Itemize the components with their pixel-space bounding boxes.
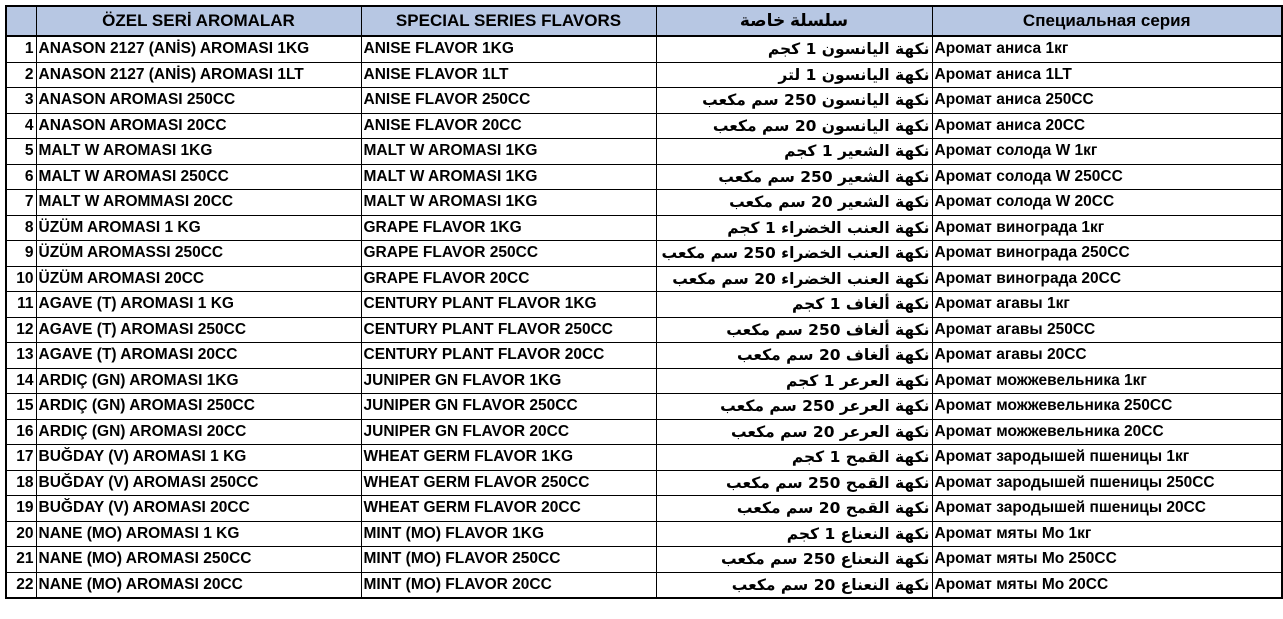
- english-name-cell: MALT W AROMASI 1KG: [361, 164, 656, 190]
- arabic-name-cell: نكهة القمح 20 سم مكعب: [656, 496, 932, 522]
- russian-name-cell: Аромат солода W 20CC: [932, 190, 1282, 216]
- arabic-name-cell: نكهة القمح 1 كجم: [656, 445, 932, 471]
- header-turkish: ÖZEL SERİ AROMALAR: [36, 6, 361, 36]
- turkish-name-cell: NANE (MO) AROMASI 20CC: [36, 572, 361, 598]
- table-row: [6, 572, 1282, 598]
- russian-name-cell: Аромат аниса 20CC: [932, 113, 1282, 139]
- russian-name-cell: Аромат зародышей пшеницы 250CC: [932, 470, 1282, 496]
- turkish-name-cell: ÜZÜM AROMASSI 250CC: [36, 241, 361, 267]
- russian-name-cell: Аромат можжевельника 1кг: [932, 368, 1282, 394]
- turkish-name-cell: AGAVE (T) AROMASI 250CC: [36, 317, 361, 343]
- turkish-name-cell: ARDIÇ (GN) AROMASI 250CC: [36, 394, 361, 420]
- table-row: [6, 62, 1282, 88]
- russian-name-cell: Аромат агавы 250CC: [932, 317, 1282, 343]
- english-name-cell: GRAPE FLAVOR 1KG: [361, 215, 656, 241]
- arabic-name-cell: نكهة اليانسون 1 لتر: [656, 62, 932, 88]
- english-name-cell: MALT W AROMASI 1KG: [361, 139, 656, 165]
- table-row: [6, 266, 1282, 292]
- table-row: [6, 241, 1282, 267]
- table-row: [6, 547, 1282, 573]
- turkish-name-cell: AGAVE (T) AROMASI 1 KG: [36, 292, 361, 318]
- row-number-cell: 20: [6, 521, 36, 547]
- english-name-cell: GRAPE FLAVOR 250CC: [361, 241, 656, 267]
- row-number-cell: 1: [6, 36, 36, 62]
- row-number-cell: 19: [6, 496, 36, 522]
- row-number-cell: 21: [6, 547, 36, 573]
- table-row: [6, 139, 1282, 165]
- turkish-name-cell: MALT W AROMASI 250CC: [36, 164, 361, 190]
- arabic-name-cell: نكهة ألغاف 20 سم مكعب: [656, 343, 932, 369]
- turkish-name-cell: NANE (MO) AROMASI 1 KG: [36, 521, 361, 547]
- russian-name-cell: Аромат мяты Mo 250CC: [932, 547, 1282, 573]
- arabic-name-cell: نكهة العرعر 250 سم مكعب: [656, 394, 932, 420]
- english-name-cell: MINT (MO) FLAVOR 1KG: [361, 521, 656, 547]
- arabic-name-cell: نكهة الشعير 250 سم مكعب: [656, 164, 932, 190]
- arabic-name-cell: نكهة العنب الخضراء 1 كجم: [656, 215, 932, 241]
- english-name-cell: CENTURY PLANT FLAVOR 250CC: [361, 317, 656, 343]
- english-name-cell: ANISE FLAVOR 20CC: [361, 113, 656, 139]
- header-number-cell: [6, 6, 36, 36]
- flavor-table: [5, 5, 1283, 599]
- table-row: [6, 394, 1282, 420]
- english-name-cell: CENTURY PLANT FLAVOR 20CC: [361, 343, 656, 369]
- row-number-cell: 11: [6, 292, 36, 318]
- arabic-name-cell: نكهة العرعر 1 كجم: [656, 368, 932, 394]
- turkish-name-cell: AGAVE (T) AROMASI 20CC: [36, 343, 361, 369]
- table-row: [6, 36, 1282, 62]
- turkish-name-cell: ANASON AROMASI 250CC: [36, 88, 361, 114]
- russian-name-cell: Аромат аниса 1кг: [932, 36, 1282, 62]
- arabic-name-cell: نكهة ألغاف 1 كجم: [656, 292, 932, 318]
- russian-name-cell: Аромат винограда 20CC: [932, 266, 1282, 292]
- english-name-cell: MINT (MO) FLAVOR 20CC: [361, 572, 656, 598]
- table-row: [6, 521, 1282, 547]
- row-number-cell: 13: [6, 343, 36, 369]
- table-row: [6, 190, 1282, 216]
- table-row: [6, 343, 1282, 369]
- russian-name-cell: Аромат можжевельника 20CC: [932, 419, 1282, 445]
- row-number-cell: 16: [6, 419, 36, 445]
- table-header: [6, 6, 1282, 36]
- english-name-cell: JUNIPER GN FLAVOR 1KG: [361, 368, 656, 394]
- table-row: [6, 215, 1282, 241]
- arabic-name-cell: نكهة النعناع 250 سم مكعب: [656, 547, 932, 573]
- table-row: [6, 419, 1282, 445]
- header-russian: Специальная серия: [932, 6, 1282, 36]
- table-body: [6, 36, 1282, 598]
- russian-name-cell: Аромат зародышей пшеницы 20CC: [932, 496, 1282, 522]
- russian-name-cell: Аромат агавы 1кг: [932, 292, 1282, 318]
- english-name-cell: WHEAT GERM FLAVOR 250CC: [361, 470, 656, 496]
- arabic-name-cell: نكهة العرعر 20 سم مكعب: [656, 419, 932, 445]
- turkish-name-cell: ARDIÇ (GN) AROMASI 20CC: [36, 419, 361, 445]
- table-row: [6, 292, 1282, 318]
- header-arabic: سلسلة خاصة: [656, 6, 932, 36]
- table-row: [6, 317, 1282, 343]
- table-row: [6, 368, 1282, 394]
- row-number-cell: 12: [6, 317, 36, 343]
- turkish-name-cell: ÜZÜM AROMASI 20CC: [36, 266, 361, 292]
- row-number-cell: 10: [6, 266, 36, 292]
- arabic-name-cell: نكهة الشعير 1 كجم: [656, 139, 932, 165]
- table-row: [6, 88, 1282, 114]
- russian-name-cell: Аромат солода W 250CC: [932, 164, 1282, 190]
- russian-name-cell: Аромат мяты Mo 20CC: [932, 572, 1282, 598]
- turkish-name-cell: ANASON AROMASI 20CC: [36, 113, 361, 139]
- row-number-cell: 15: [6, 394, 36, 420]
- russian-name-cell: Аромат мяты Mo 1кг: [932, 521, 1282, 547]
- turkish-name-cell: ANASON 2127 (ANİS) AROMASI 1KG: [36, 36, 361, 62]
- english-name-cell: GRAPE FLAVOR 20CC: [361, 266, 656, 292]
- russian-name-cell: Аромат винограда 1кг: [932, 215, 1282, 241]
- russian-name-cell: Аромат зародышей пшеницы 1кг: [932, 445, 1282, 471]
- english-name-cell: CENTURY PLANT FLAVOR 1KG: [361, 292, 656, 318]
- russian-name-cell: Аромат агавы 20CC: [932, 343, 1282, 369]
- row-number-cell: 22: [6, 572, 36, 598]
- turkish-name-cell: ÜZÜM AROMASI 1 KG: [36, 215, 361, 241]
- table-row: [6, 445, 1282, 471]
- turkish-name-cell: BUĞDAY (V) AROMASI 20CC: [36, 496, 361, 522]
- turkish-name-cell: ANASON 2127 (ANİS) AROMASI 1LT: [36, 62, 361, 88]
- row-number-cell: 14: [6, 368, 36, 394]
- russian-name-cell: Аромат винограда 250CC: [932, 241, 1282, 267]
- turkish-name-cell: BUĞDAY (V) AROMASI 1 KG: [36, 445, 361, 471]
- russian-name-cell: Аромат солода W 1кг: [932, 139, 1282, 165]
- header-english: SPECIAL SERIES FLAVORS: [361, 6, 656, 36]
- arabic-name-cell: نكهة اليانسون 1 كجم: [656, 36, 932, 62]
- english-name-cell: JUNIPER GN FLAVOR 250CC: [361, 394, 656, 420]
- row-number-cell: 8: [6, 215, 36, 241]
- row-number-cell: 5: [6, 139, 36, 165]
- english-name-cell: ANISE FLAVOR 250CC: [361, 88, 656, 114]
- english-name-cell: WHEAT GERM FLAVOR 1KG: [361, 445, 656, 471]
- english-name-cell: MINT (MO) FLAVOR 250CC: [361, 547, 656, 573]
- arabic-name-cell: نكهة النعناع 20 سم مكعب: [656, 572, 932, 598]
- row-number-cell: 6: [6, 164, 36, 190]
- arabic-name-cell: نكهة اليانسون 20 سم مكعب: [656, 113, 932, 139]
- row-number-cell: 3: [6, 88, 36, 114]
- arabic-name-cell: نكهة النعناع 1 كجم: [656, 521, 932, 547]
- arabic-name-cell: نكهة ألغاف 250 سم مكعب: [656, 317, 932, 343]
- english-name-cell: MALT W AROMASI 1KG: [361, 190, 656, 216]
- table-row: [6, 470, 1282, 496]
- row-number-cell: 9: [6, 241, 36, 267]
- arabic-name-cell: نكهة القمح 250 سم مكعب: [656, 470, 932, 496]
- russian-name-cell: Аромат можжевельника 250CC: [932, 394, 1282, 420]
- arabic-name-cell: نكهة العنب الخضراء 20 سم مكعب: [656, 266, 932, 292]
- arabic-name-cell: نكهة العنب الخضراء 250 سم مكعب: [656, 241, 932, 267]
- turkish-name-cell: BUĞDAY (V) AROMASI 250CC: [36, 470, 361, 496]
- english-name-cell: ANISE FLAVOR 1KG: [361, 36, 656, 62]
- english-name-cell: WHEAT GERM FLAVOR 20CC: [361, 496, 656, 522]
- row-number-cell: 4: [6, 113, 36, 139]
- table-row: [6, 496, 1282, 522]
- table-row: [6, 113, 1282, 139]
- header-row: [6, 6, 1282, 36]
- arabic-name-cell: نكهة الشعير 20 سم مكعب: [656, 190, 932, 216]
- russian-name-cell: Аромат аниса 250CC: [932, 88, 1282, 114]
- english-name-cell: ANISE FLAVOR 1LT: [361, 62, 656, 88]
- arabic-name-cell: نكهة اليانسون 250 سم مكعب: [656, 88, 932, 114]
- row-number-cell: 7: [6, 190, 36, 216]
- row-number-cell: 18: [6, 470, 36, 496]
- russian-name-cell: Аромат аниса 1LT: [932, 62, 1282, 88]
- turkish-name-cell: ARDIÇ (GN) AROMASI 1KG: [36, 368, 361, 394]
- turkish-name-cell: NANE (MO) AROMASI 250CC: [36, 547, 361, 573]
- turkish-name-cell: MALT W AROMASI 1KG: [36, 139, 361, 165]
- english-name-cell: JUNIPER GN FLAVOR 20CC: [361, 419, 656, 445]
- row-number-cell: 2: [6, 62, 36, 88]
- row-number-cell: 17: [6, 445, 36, 471]
- table-row: [6, 164, 1282, 190]
- turkish-name-cell: MALT W AROMMASI 20CC: [36, 190, 361, 216]
